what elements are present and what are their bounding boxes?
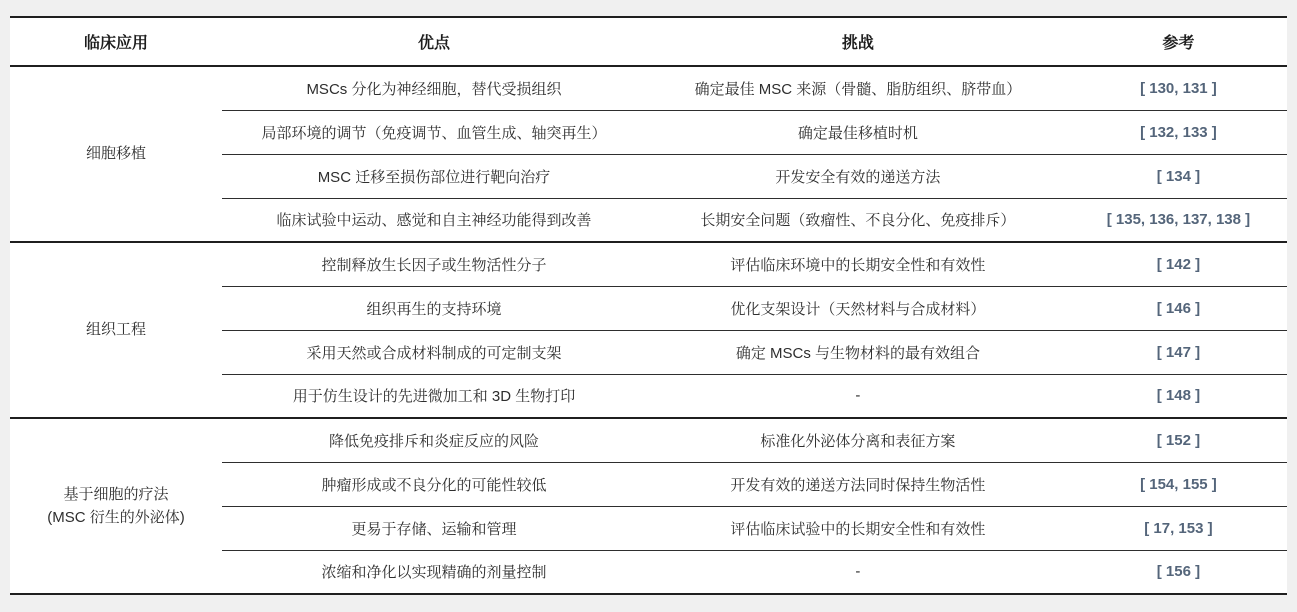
reference-link[interactable]: [ 130, 131 ] — [1140, 79, 1217, 97]
challenge-cell: 标准化外泌体分离和表征方案 — [646, 418, 1070, 462]
reference-link[interactable]: [ 132, 133 ] — [1140, 123, 1217, 141]
challenge-cell: - — [855, 387, 861, 405]
advantage-cell: 降低免疫排斥和炎症反应的风险 — [222, 418, 646, 462]
group-cell-based-therapy-exosomes — [10, 418, 1287, 594]
challenge-cell: 评估临床试验中的长期安全性和有效性 — [646, 506, 1070, 550]
reference-cell — [1070, 550, 1287, 594]
advantage-cell: MSC 迁移至损伤部位进行靶向治疗 — [222, 154, 646, 198]
table-row — [10, 66, 1287, 110]
msc-clinical-applications-table — [10, 16, 1287, 595]
challenge-cell: 评估临床环境中的长期安全性和有效性 — [646, 242, 1070, 286]
application-text-line2: (MSC 衍生的外泌体) — [47, 509, 185, 526]
advantage-cell: 控制释放生长因子或生物活性分子 — [222, 242, 646, 286]
challenge-cell: 确定最佳移植时机 — [646, 110, 1070, 154]
advantage-cell: 更易于存储、运输和管理 — [222, 506, 646, 550]
reference-cell — [1070, 198, 1287, 242]
challenge-cell: 确定 MSCs 与生物材料的最有效组合 — [646, 330, 1070, 374]
header-challenges: 挑战 — [646, 17, 1070, 66]
application-text: 细胞移植 — [85, 145, 146, 163]
reference-cell — [1070, 110, 1287, 154]
advantage-cell: 组织再生的支持环境 — [222, 286, 646, 330]
advantage-cell: 用于仿生设计的先进微加工和 3D 生物打印 — [292, 388, 576, 406]
reference-cell — [1070, 462, 1287, 506]
application-text: 基于细胞的疗法 — [63, 485, 169, 503]
table-header-row — [10, 17, 1287, 66]
advantage-cell: 采用天然或合成材料制成的可定制支架 — [222, 330, 646, 374]
application-text: 组织工程 — [85, 321, 146, 339]
advantage-cell: 浓缩和净化以实现精确的剂量控制 — [321, 564, 547, 582]
reference-cell — [1070, 506, 1287, 550]
reference-link[interactable]: [ 148 ] — [1156, 387, 1201, 405]
challenge-cell: 优化支架设计（天然材料与合成材料） — [646, 286, 1070, 330]
group-cell-transplantation — [10, 66, 1287, 242]
advantage-cell: 局部环境的调节（免疫调节、血管生成、轴突再生） — [222, 110, 646, 154]
challenge-cell: 开发安全有效的递送方法 — [646, 154, 1070, 198]
group-tissue-engineering — [10, 242, 1287, 418]
reference-link[interactable]: [ 156 ] — [1156, 563, 1201, 581]
reference-link[interactable]: [ 134 ] — [1156, 167, 1201, 185]
application-label — [10, 242, 222, 418]
challenge-cell: 长期安全问题（致瘤性、不良分化、免疫排斥） — [700, 212, 1016, 230]
challenge-cell: 开发有效的递送方法同时保持生物活性 — [646, 462, 1070, 506]
header-clinical-application: 临床应用 — [10, 17, 222, 66]
challenge-cell: - — [855, 563, 861, 581]
header-advantages: 优点 — [222, 17, 646, 66]
reference-link[interactable]: [ 152 ] — [1156, 431, 1201, 449]
table-row — [10, 418, 1287, 462]
reference-link[interactable]: [ 17, 153 ] — [1144, 519, 1213, 537]
application-label — [10, 66, 222, 242]
reference-cell — [1070, 418, 1287, 462]
challenge-cell: 确定最佳 MSC 来源（骨髓、脂肪组织、脐带血） — [646, 66, 1070, 110]
reference-link[interactable]: [ 135, 136, 137, 138 ] — [1106, 211, 1251, 229]
header-references: 参考 — [1070, 17, 1287, 66]
reference-cell — [1070, 286, 1287, 330]
reference-cell — [1070, 242, 1287, 286]
advantage-cell: 肿瘤形成或不良分化的可能性较低 — [222, 462, 646, 506]
reference-link[interactable]: [ 142 ] — [1156, 255, 1201, 273]
table-row — [10, 242, 1287, 286]
reference-cell — [1070, 154, 1287, 198]
reference-cell — [1070, 66, 1287, 110]
advantage-cell: MSCs 分化为神经细胞，替代受损组织 — [222, 66, 646, 110]
advantage-cell: 临床试验中运动、感觉和自主神经功能得到改善 — [276, 212, 592, 230]
reference-cell — [1070, 374, 1287, 418]
reference-cell — [1070, 330, 1287, 374]
application-label — [10, 418, 222, 594]
reference-link[interactable]: [ 146 ] — [1156, 299, 1201, 317]
reference-link[interactable]: [ 147 ] — [1156, 343, 1201, 361]
reference-link[interactable]: [ 154, 155 ] — [1140, 475, 1217, 493]
